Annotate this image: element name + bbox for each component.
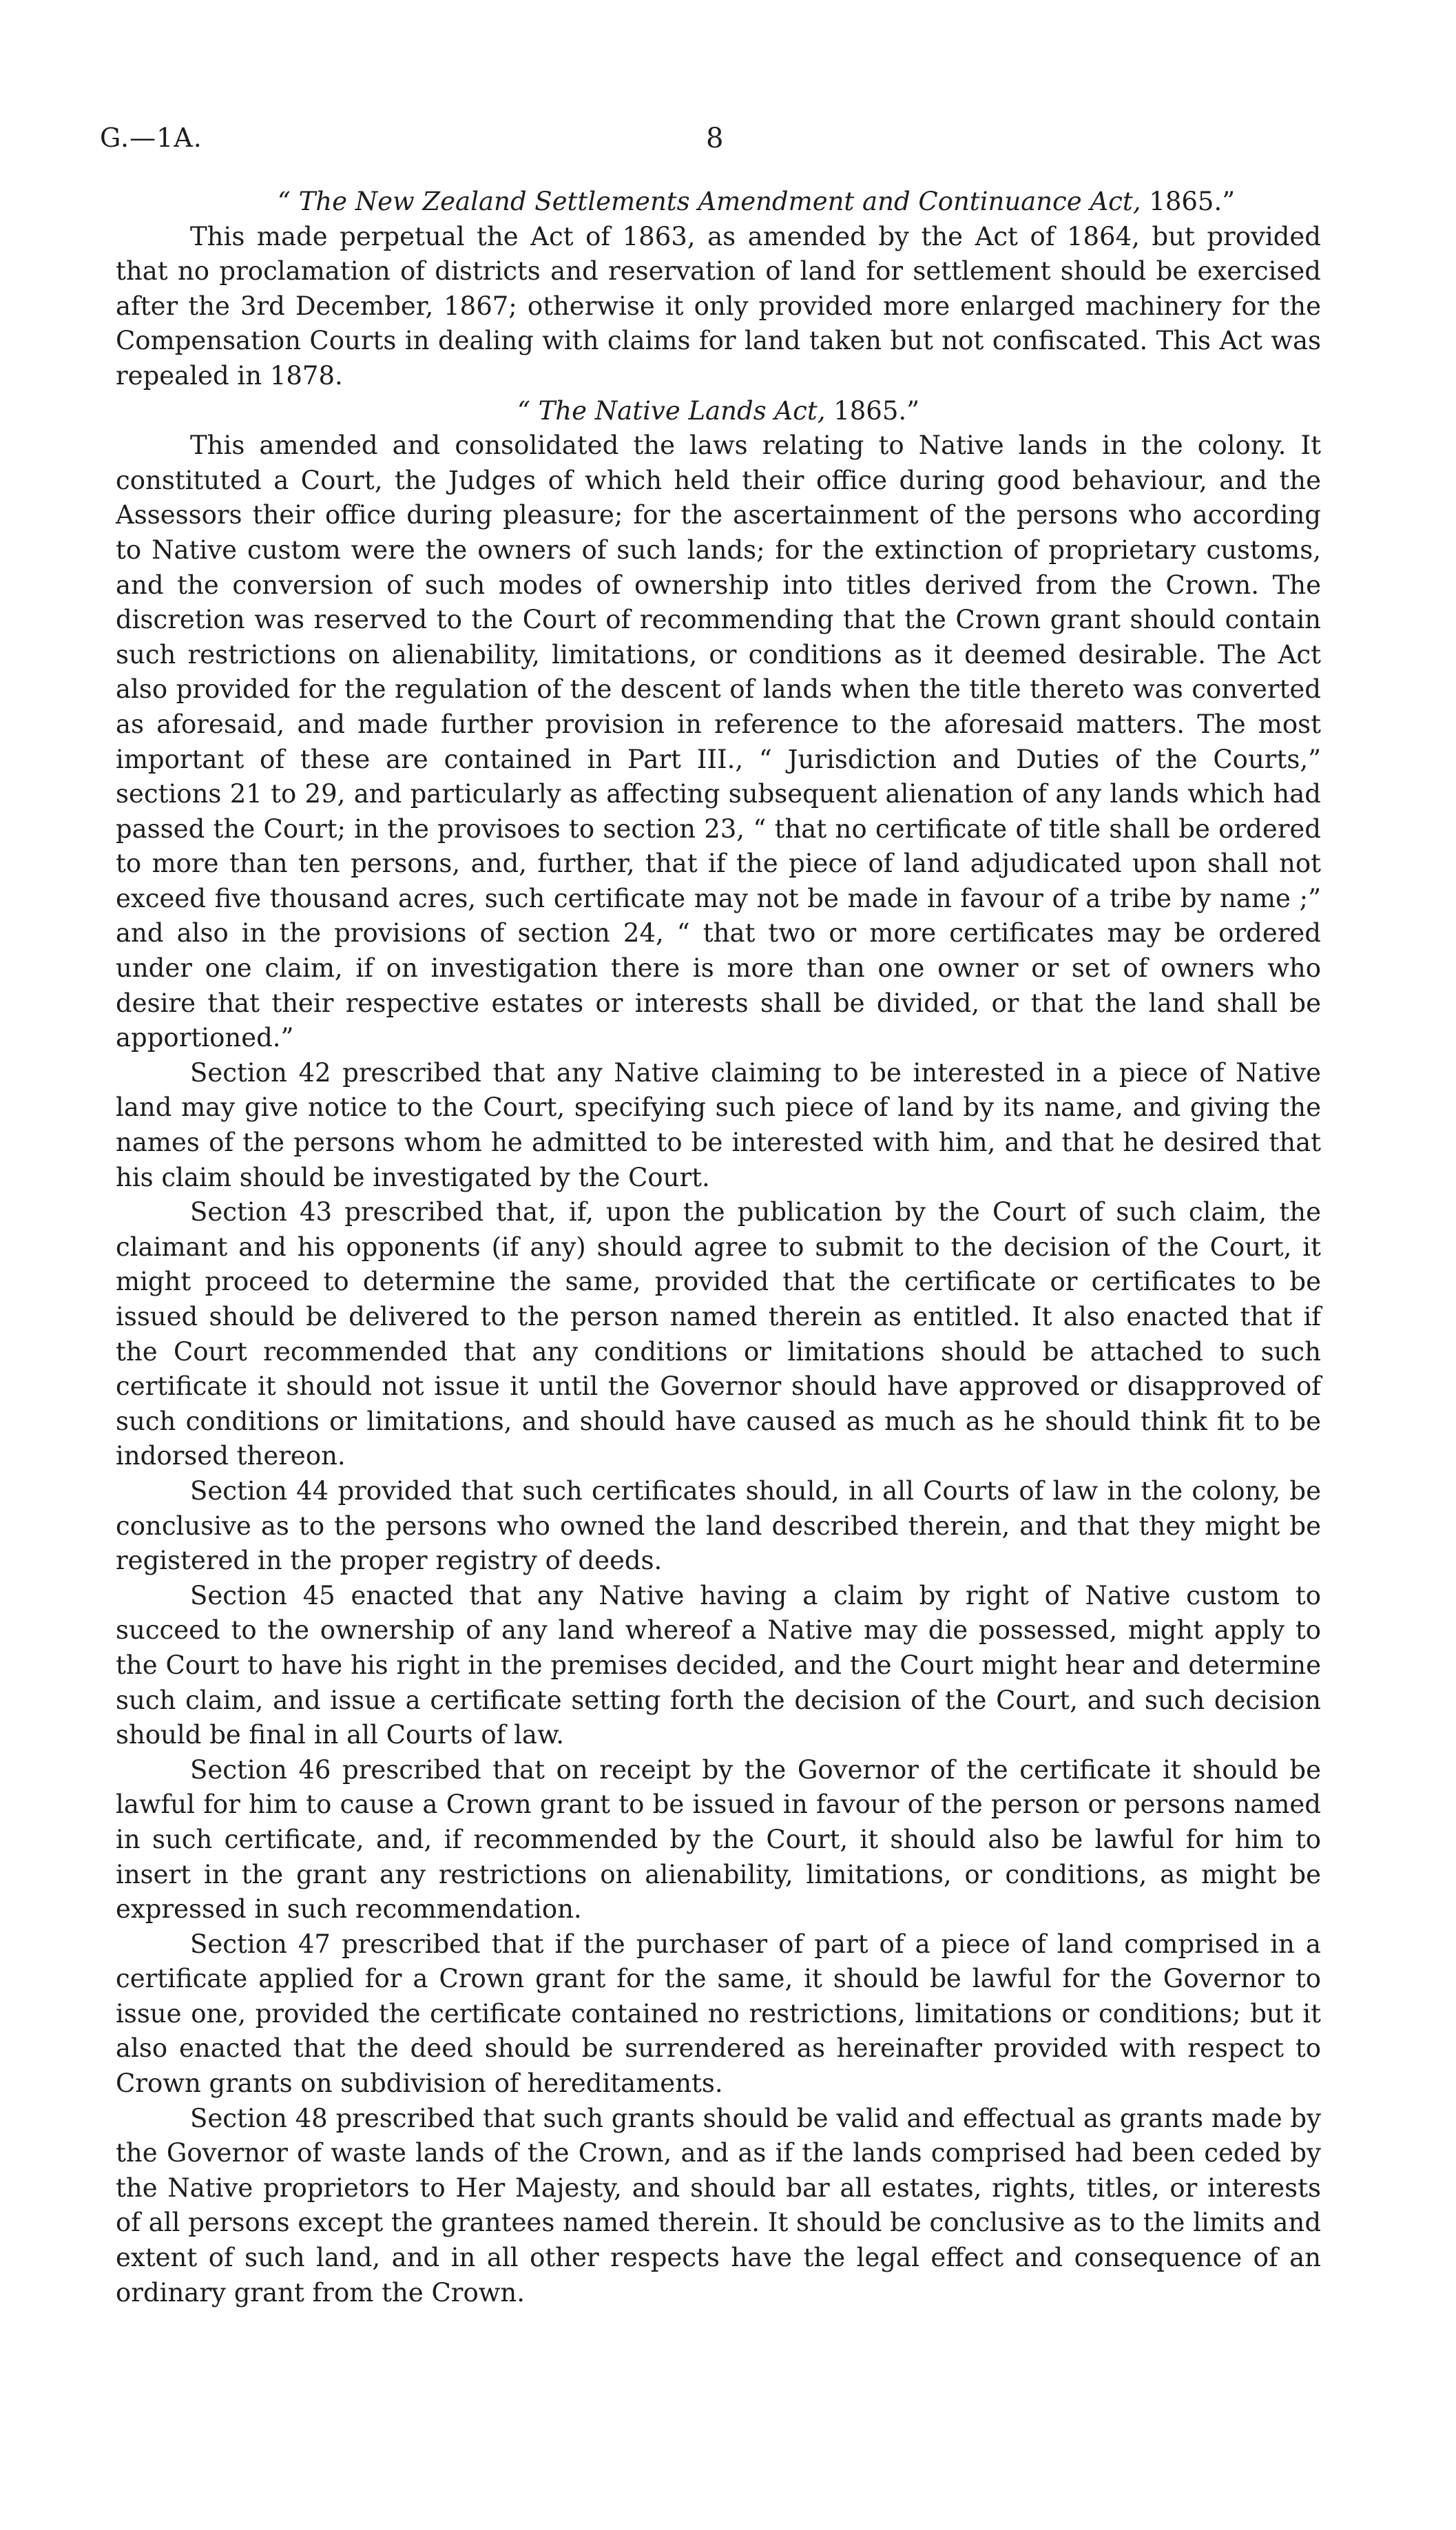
series-code: G.—1A. <box>100 123 202 153</box>
heading-title: The Native Lands Act, <box>538 395 826 426</box>
paragraph: Section 48 prescribed that such grants should be valid and effectual as grants made by the Governor of waste lands of the Crown, and as if the lands comprised had been ceded by the Native proprietors to Her Majesty, and should bar all estates, rights, titles, or interests of all persons except the grantees named therein. It should be conclusive as to the limits and extent of such land, and in all other respects have the legal effect and consequence of an ordinary grant from the Crown. <box>116 2103 1321 2308</box>
heading-year: 1865.” <box>825 395 920 426</box>
section-heading-native-lands-act: “ The Native Lands Act, 1865.” <box>517 395 920 426</box>
heading-title: The New Zealand Settlements Amendment and Continuance Act, <box>298 187 1141 216</box>
section-heading-settlements-act: “ The New Zealand Settlements Amendment and Continuance Act, 1865.” <box>277 187 1236 216</box>
paragraph: Section 45 enacted that any Native having a claim by right of Native custom to succeed to the ownership of any land whereof a Native may die possessed, might apply to the Court to have his right in the premises decided, and the Court might hear and determine such claim, and issue a certificate setting forth the decision of the Court, and such decision should be final in all Courts of law. <box>116 1580 1321 1750</box>
paragraph: Section 42 prescribed that any Native claiming to be interested in a piece of Native land may give notice to the Court, specifying such piece of land by its name, and giving the names of the persons whom he admitted to be interested with him, and that he desired that his claim should be investigated by the Court. <box>116 1057 1321 1192</box>
paragraph: This made perpetual the Act of 1863, as amended by the Act of 1864, but provided that no proclamation of districts and reservation of land for settlement should be exercised after the 3rd December, 1867; otherwise it only provided more enlarged machinery for the Compensation Courts in dealing with claims for land taken but not confiscated. This Act was repealed in 1878. <box>116 221 1321 391</box>
paragraph: Section 44 provided that such certificates should, in all Courts of law in the colony, be conclusive as to the persons who owned the land described therein, and that they might be registered in the proper registry of deeds. <box>116 1475 1321 1576</box>
paragraph: Section 46 prescribed that on receipt by the Governor of the certificate it should be lawful for him to cause a Crown grant to be issued in favour of the person or persons named in such certificate, and, if recommended by the Court, it should also be lawful for him to insert in the grant any restrictions on alienability, limitations, or conditions, as might be expressed in such recommendation. <box>116 1754 1321 1925</box>
paragraph: This amended and consolidated the laws relating to Native lands in the colony. It constituted a Court, the Judges of which held their office during good behaviour, and the Assessors their office during pleasure; for the ascertainment of the persons who according to Native custom were the owners of such lands; for the extinction of proprietary customs, and the conversion of such modes of ownership into titles derived from the Crown. The discretion was reserved to the Court of recommending that the Crown grant should contain such restrictions on alienability, limitations, or conditions as it deemed desirable. The Act also provided for the regulation of the descent of lands when the title thereto was converted as aforesaid, and made further provision in reference to the aforesaid matters. The most important of these are contained in Part III., “ Jurisdiction and Duties of the Courts,” sections 21 to 29, and particularly as affecting subsequent alienation of any lands which had passed the Court; in the provisoes to section 23, “ that no certificate of title shall be ordered to more than ten persons, and, further, that if the piece of land adjudicated upon shall not exceed five thousand acres, such certificate may not be made in favour of a tribe by name ;” and also in the provisions of section 24, “ that two or more certificates may be ordered under one claim, if on investigation there is more than one owner or set of owners who desire that their respective estates or interests shall be divided, or that the land shall be apportioned.” <box>116 431 1321 1053</box>
document-body <box>116 185 1321 2310</box>
paragraph: Section 47 prescribed that if the purchaser of part of a piece of land comprised in a certificate applied for a Crown grant for the same, it should be lawful for the Governor to issue one, provided the certificate contained no restrictions, limitations or conditions; but it also enacted that the deed should be surrendered as hereinafter provided with respect to Crown grants on subdivision of hereditaments. <box>116 1929 1321 2099</box>
paragraph: Section 43 prescribed that, if, upon the publication by the Court of such claim, the claimant and his opponents (if any) should agree to submit to the decision of the Court, it might proceed to determine the same, provided that the certificate or certificates to be issued should be delivered to the person named therein as entitled. It also enacted that if the Court recommended that any conditions or limitations should be attached to such certificate it should not issue it until the Governor should have approved or disapproved of such conditions or limitations, and should have caused as much as he should think fit to be indorsed thereon. <box>116 1197 1321 1471</box>
page-header <box>100 123 1326 164</box>
page-number: 8 <box>706 123 724 154</box>
heading-year: 1865.” <box>1141 187 1236 216</box>
